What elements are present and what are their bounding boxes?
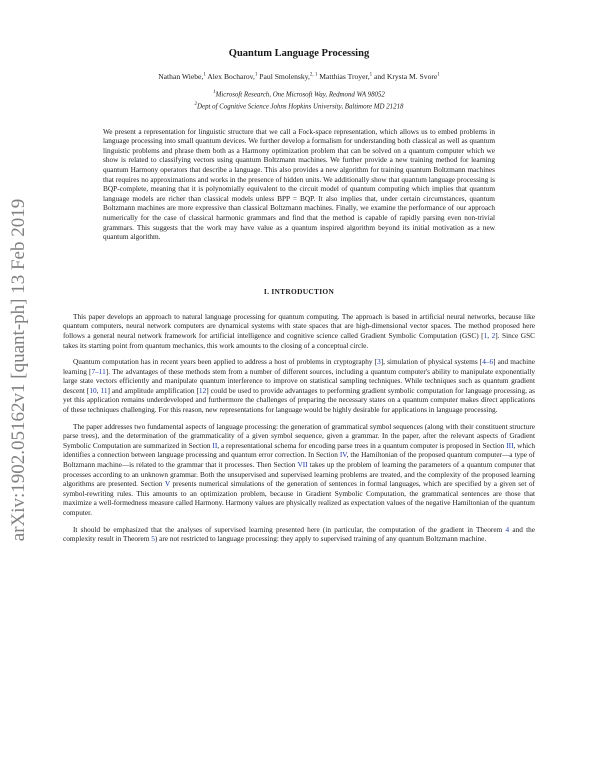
reference-link[interactable]: 12 xyxy=(198,385,207,395)
affiliation-text: Dept of Cognitive Science Johns Hopkins University, Baltimore MD 21218 xyxy=(197,103,404,111)
reference-link[interactable]: VII xyxy=(297,460,308,470)
author-affiliation-marker: 1 xyxy=(369,72,373,78)
reference-link[interactable]: II xyxy=(212,440,218,450)
paper-title: Quantum Language Processing xyxy=(228,48,370,59)
author-list xyxy=(63,72,535,81)
author-name: and Krysta M. Svore xyxy=(374,72,438,81)
reference-link[interactable]: 7–11 xyxy=(91,366,106,376)
reference-link[interactable]: 5 xyxy=(151,534,155,544)
author-affiliation-marker: 1 xyxy=(437,72,440,78)
body-paragraph: The paper addresses two fundamental aspects of language processing: the generation of grammatical symbol sequences (along with their constituent structure parse trees), and the determination of the grammaticality of a given symbol sequence, given a grammar. In the paper, after the relevant aspects of Gradient Symbolic Computation are summarized in Section II, a representational schema for encoding parse trees in a quantum computer is proposed in Section III, which identifies a connection between language processing and quantum error correction. In Section IV, the Hamiltonian of the proposed quantum computer—a type of Boltzmann machine—is related to the grammar that it processes. Then Section VII takes up the problem of learning the parameters of a quantum computer that processes according to an unknown grammar. Both the unsupervised and supervised learning problems are treated, and the complexity of the proposed learning algorithms are presented. Section V presents numerical simulations of the generation of sentences in formal languages, which are specified by a given set of symbol-rewriting rules. This amounts to an optimization problem, because in Gradient Symbolic Computation, the grammatical sentences are those that maximize a well-formedness measure called Harmony. Harmony values are physically realized as expectation values of the negative Hamiltonian of the quantum computer. xyxy=(63,421,536,517)
affiliation-marker: 2 xyxy=(194,102,198,108)
reference-link[interactable]: 4–6 xyxy=(482,357,494,367)
reference-link[interactable]: 3 xyxy=(377,357,381,367)
arxiv-sidebar-stamp xyxy=(8,160,30,580)
reference-link[interactable]: 2 xyxy=(491,330,496,340)
section-body xyxy=(63,312,535,544)
body-paragraph: Quantum computation has in recent years been applied to address a host of problems in cryptography [3], simulation of physical systems [4–6] and machine learning [7–11]. The advantages of these methods stem from a number of different sources, including a quantum computer's ability to manipulate exponentially large state vectors efficiently and manipulate quantum interference to improve on statistical sampling techniques. While techniques such as quantum gradient descent [10, 11] and amplitude amplification [12] could be used to provide advantages to performing gradient symbolic computation for language processing, as yet this application remains underdeveloped and furthermore the challenges of preparing the necessary states on a quantum computer makes direct applications of these techniques challenging. For this reason, new representations for language would be highly desirable for applications in language processing. xyxy=(63,357,535,415)
affiliation xyxy=(63,88,535,100)
body-paragraph: It should be emphasized that the analyses of supervised learning presented here (in particular, the computation of the gradient in Theorem 4 and the complexity result in Theorem 5) are not restricted to language processing: they apply to supervised training of any quantum Boltzmann machine. xyxy=(63,524,535,544)
reference-link[interactable]: IV xyxy=(339,450,347,460)
affiliation xyxy=(63,100,535,112)
reference-link[interactable]: V xyxy=(164,479,170,489)
affiliation-list xyxy=(63,88,535,113)
abstract: We present a representation for linguistic structure that we call a Fock-space representation, which allows us to embed problems in language processing into small quantum devices. We further develop a formalism for understanding both classical as well as quantum linguistic problems and phrase them both as a Harmony optimization problem that can be solved on a quantum computer which we show is related to classifying vectors using quantum Boltzmann machines. We further provide a new training method for learning quantum Harmony operators that describe a language. This also provides a new algorithm for training quantum Boltzmann machines that requires no approximations and works in the presence of hidden units. We additionally show that quantum language processing is BQP-complete, meaning that it is polynomially equivalent to the circuit model of quantum computing which implies that quantum language models are richer than classical models unless BPP = BQP. It also implies that, under certain circumstances, quantum Boltzmann machines are more expressive than classical Boltzmann machines. Finally, we examine the performance of our approach numerically for the case of classical harmonic grammars and find that the method is capable of rapidly parsing even non-trivial grammars. This suggests that the work may have value as a quantum inspired algorithm beyond its initial motivation as a new quantum algorithm. xyxy=(103,126,495,242)
reference-link[interactable]: 4 xyxy=(505,524,510,534)
affiliation-marker: 1 xyxy=(213,90,216,95)
reference-link[interactable]: III xyxy=(506,440,514,450)
author-name: Matthias Troyer, xyxy=(319,72,370,81)
author-name: Alex Bocharov, xyxy=(207,72,255,81)
affiliation-text: Microsoft Research, One Microsoft Way, Redmond WA 98052 xyxy=(215,91,385,99)
paper-page xyxy=(63,48,535,551)
author-name: Nathan Wiebe, xyxy=(158,72,204,81)
author-affiliation-marker: 1 xyxy=(254,72,258,78)
reference-link[interactable]: 1 xyxy=(483,330,488,340)
reference-link[interactable]: 11 xyxy=(100,385,108,395)
body-paragraph: This paper develops an approach to natural language processing for quantum computing. The approach is based in artificial neural networks, because like quantum computers, neural network computers are dynamical systems with state spaces that are high-dimensional vector spaces. The method proposed here follows a general neural network framework for artificial intelligence and cognitive science called Gradient Symbolic Computation (GSC) [1, 2]. Since GSC takes its starting point from quantum mechanics, this work amounts to the closing of a conceptual circle. xyxy=(63,311,535,350)
author-affiliation-marker: 2, 1 xyxy=(309,72,318,78)
author-affiliation-marker: 1 xyxy=(203,72,206,78)
reference-link[interactable]: 10 xyxy=(89,385,97,395)
author-name: Paul Smolensky, xyxy=(259,72,310,81)
section-heading: I. INTRODUCTION xyxy=(263,286,335,296)
arxiv-identifier: arXiv:1902.05162v1 [quant-ph] 13 Feb 2019 xyxy=(8,198,30,542)
